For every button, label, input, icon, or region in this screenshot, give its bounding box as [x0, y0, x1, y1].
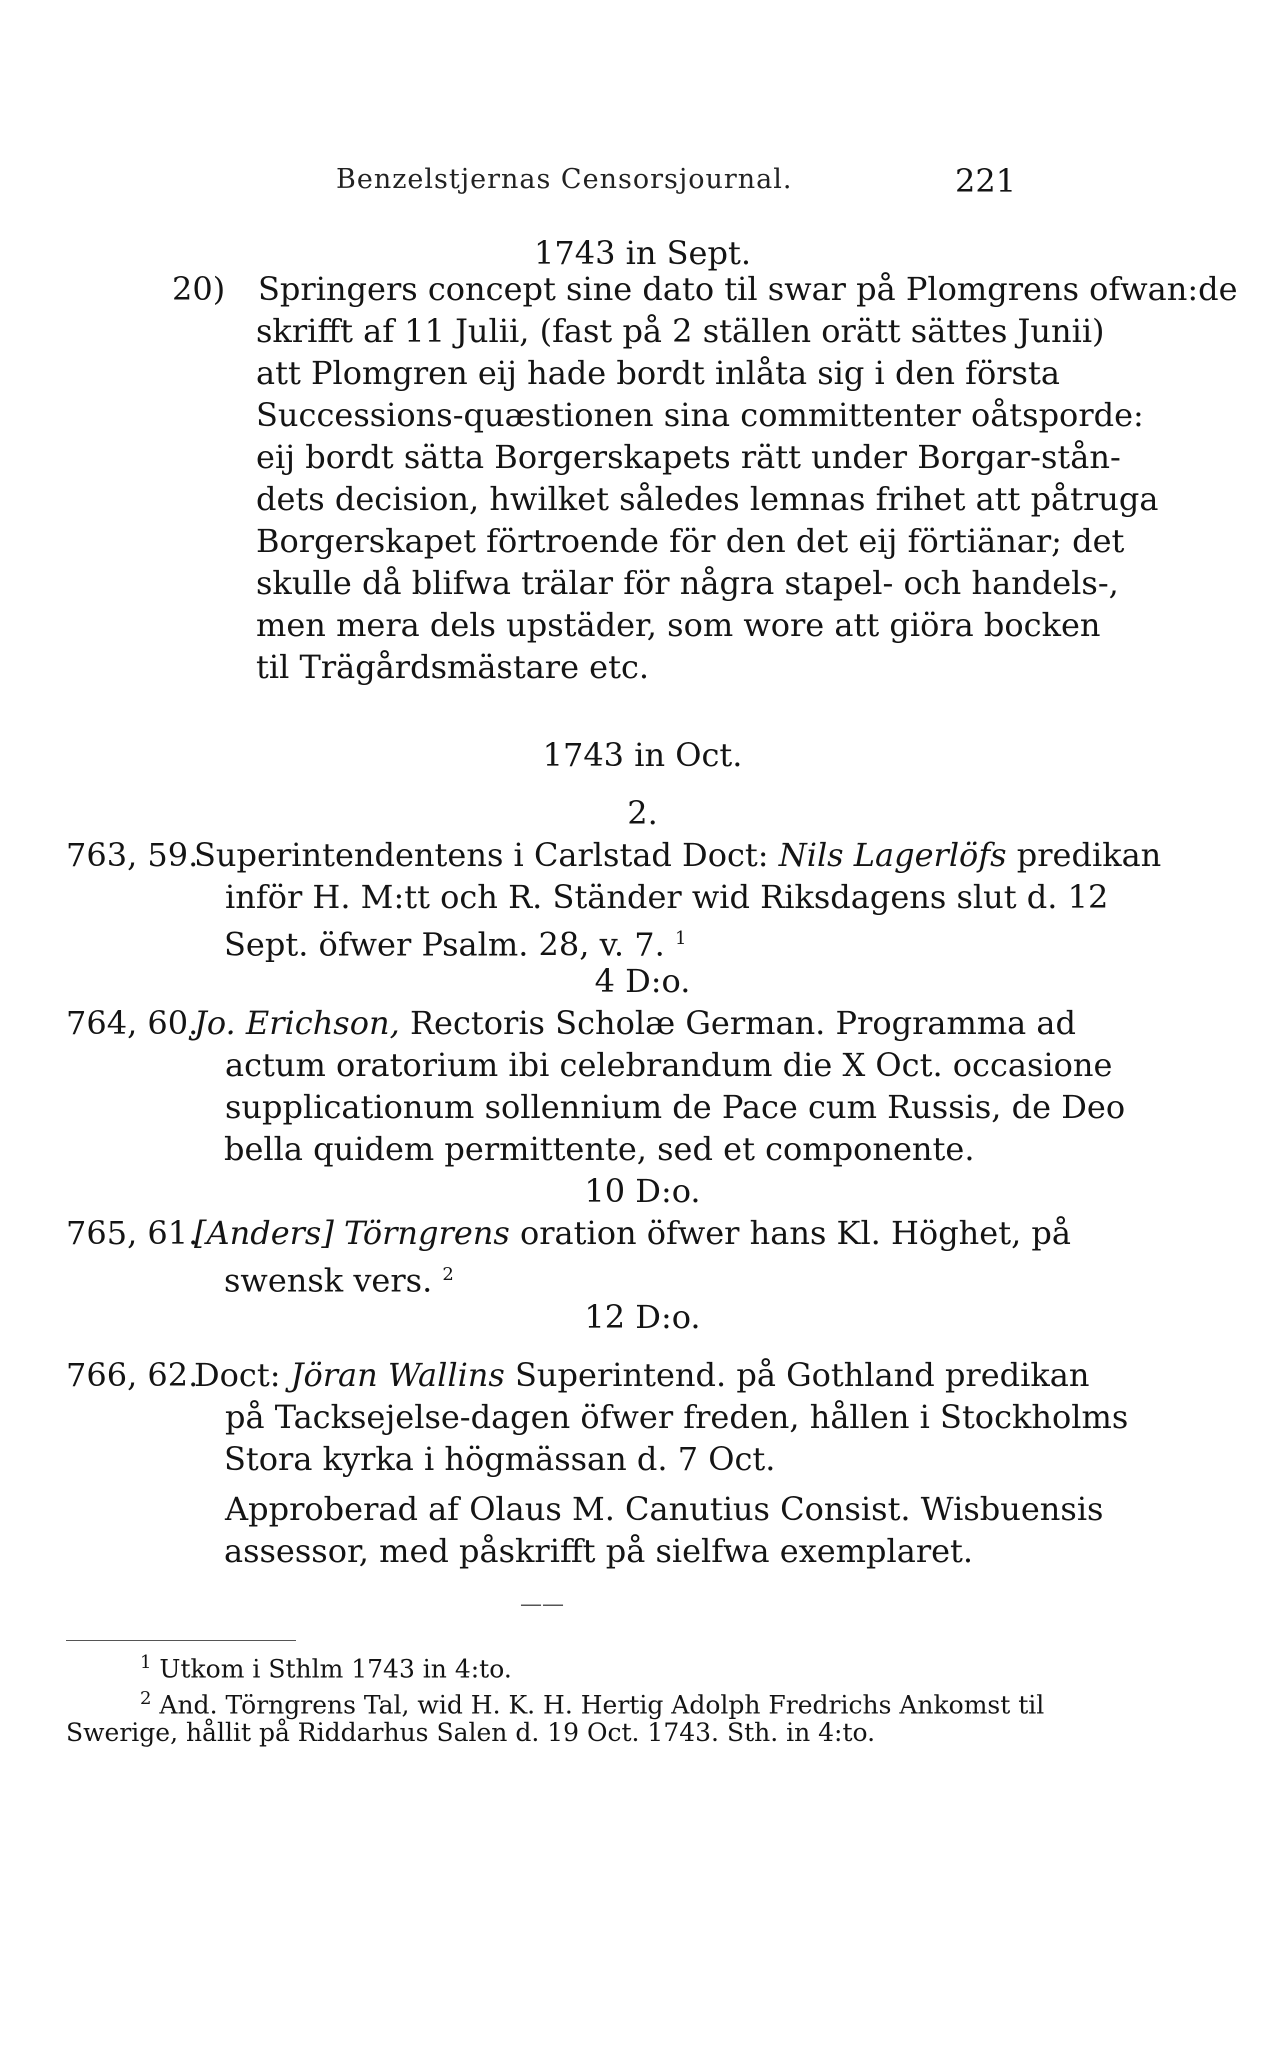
text-line: dets decision, hwilket således lemnas frihet att påtruga: [256, 480, 1159, 518]
text-line: eij bordt sätta Borgerskapets rätt under Borgar-stån-: [256, 438, 1121, 476]
entry-766-line-5: assessor, med påskrifft på sielfwa exemplaret.: [224, 1532, 974, 1570]
entry-764-line-2: actum oratorium ibi celebrandum die X Oct. occasione: [225, 1046, 1113, 1084]
entry-number-764: 764, 60.: [66, 1004, 199, 1042]
entry-765-line-2: swensk vers. $^2$: [224, 1261, 454, 1300]
footnote-rule: [66, 1640, 296, 1641]
date-heading-10: 10 D:o.: [584, 1172, 701, 1210]
entry-number-766: 766, 62.: [66, 1356, 199, 1394]
section-separator: ——: [520, 1592, 564, 1617]
entry-766-line-3: Stora kyrka i högmässan d. 7 Oct.: [224, 1440, 776, 1478]
entry-number-765: 765, 61.: [66, 1214, 199, 1252]
entry-764-line-1: Jo. Erichson, Rectoris Scholæ German. Programma ad: [194, 1004, 1076, 1042]
footnote-1: $^1$ Utkom i Sthlm 1743 in 4:to.: [140, 1652, 512, 1684]
entry-763-line-3: Sept. öfwer Psalm. 28, v. 7. $^1$: [224, 925, 687, 964]
day-heading: 2.: [627, 794, 658, 832]
entry-number-763: 763, 59.: [66, 836, 199, 874]
footnote-2-line-1: $^2$ And. Törngrens Tal, wid H. K. H. Hertig Adolph Fredrichs Ankomst til: [140, 1688, 1045, 1720]
date-heading-12: 12 D:o.: [584, 1298, 701, 1336]
entry-766-line-2: på Tacksejelse-dagen öfwer freden, hållen i Stockholms: [225, 1398, 1129, 1436]
text-line: men mera dels upstäder, som wore att giöra bocken: [256, 606, 1101, 644]
date-heading-sept: 1743 in Sept.: [534, 234, 751, 272]
text-line: Borgerskapet förtroende för den det eij förtiänar; det: [256, 522, 1125, 560]
date-heading-4: 4 D:o.: [594, 962, 691, 1000]
text-line: til Trägårdsmästare etc.: [256, 648, 650, 686]
text-line: skulle då blifwa trälar för några stapel- och handels-,: [256, 564, 1119, 602]
entry-number-20: 20): [172, 270, 226, 308]
entry-766-line-1: Doct: Jöran Wallins Superintend. på Gothland predikan: [194, 1356, 1090, 1394]
entry-763-line-1: Superintendentens i Carlstad Doct: Nils Lagerlöfs predikan: [194, 836, 1162, 874]
entry-763-line-2: inför H. M:tt och R. Ständer wid Riksdagens slut d. 12: [225, 878, 1109, 916]
text-line: att Plomgren eij hade bordt inlåta sig i den första: [256, 354, 1060, 392]
entry-764-line-3: supplicationum sollennium de Pace cum Russis, de Deo: [225, 1088, 1126, 1126]
text-line: Springers concept sine dato til swar på Plomgrens ofwan:de: [258, 270, 1238, 308]
date-heading-oct: 1743 in Oct.: [542, 736, 743, 774]
footnote-ref-1: 1: [674, 928, 687, 949]
footnote-ref-2: 2: [442, 1264, 454, 1285]
entry-764-line-4: bella quidem permittente, sed et componente.: [224, 1130, 975, 1168]
running-head: Benzelstjernas Censorsjournal.: [336, 164, 793, 195]
page-number: 221: [955, 162, 1017, 200]
entry-766-line-4: Approberad af Olaus M. Canutius Consist. Wisbuensis: [225, 1490, 1104, 1528]
entry-765-line-1: [Anders] Törngrens oration öfwer hans Kl. Höghet, på: [194, 1214, 1071, 1252]
footnote-2-line-2: Swerige, hållit på Riddarhus Salen d. 19 Oct. 1743. Sth. in 4:to.: [66, 1718, 876, 1747]
text-line: Successions-quæstionen sina committenter oåtsporde:: [256, 396, 1144, 434]
text-line: skrifft af 11 Julii, (fast på 2 ställen orätt sättes Junii): [256, 312, 1105, 350]
